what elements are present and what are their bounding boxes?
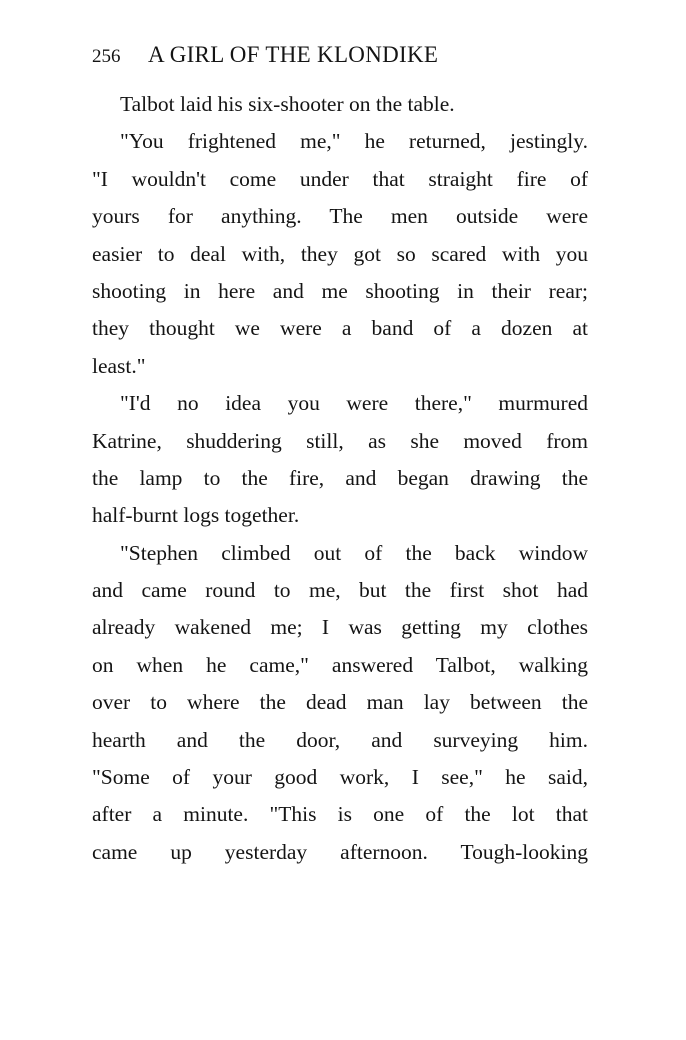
running-head [92, 40, 552, 70]
text-line: "Some of your good work, I see," he said, [92, 765, 588, 790]
page-number: 256 [92, 46, 121, 67]
text-line: they thought we were a band of a dozen at [92, 316, 588, 341]
text-line: after a minute. "This is one of the lot that [92, 802, 588, 827]
text-line: easier to deal with, they got so scared with you [92, 241, 588, 266]
text-line: shooting in here and me shooting in their rear; [92, 278, 588, 303]
text-line: "You frightened me," he returned, jestingly. [120, 129, 588, 154]
text-line: Talbot laid his six-shooter on the table. [120, 92, 455, 116]
text-line: came up yesterday afternoon. Tough-looking [92, 839, 588, 864]
text-line: half-burnt logs together. [92, 503, 300, 528]
text-line: already wakened me; I was getting my clothes [92, 615, 588, 640]
body-text [92, 86, 588, 871]
text-line: on when he came," answered Talbot, walking [92, 652, 588, 677]
text-line: yours for anything. The men outside were [92, 204, 588, 229]
book-title: A GIRL OF THE KLONDIKE [148, 42, 439, 67]
text-line: the lamp to the fire, and began drawing the [92, 465, 588, 490]
text-line: over to where the dead man lay between the [92, 690, 588, 715]
text-line: "I'd no idea you were there," murmured [120, 391, 588, 416]
text-line: Katrine, shuddering still, as she moved from [92, 428, 588, 453]
text-line: and came round to me, but the first shot had [92, 578, 588, 603]
text-line: "I wouldn't come under that straight fire of [92, 166, 588, 191]
text-line: least." [92, 353, 146, 378]
text-line: hearth and the door, and surveying him. [92, 727, 588, 752]
text-line: "Stephen climbed out of the back window [120, 540, 588, 565]
